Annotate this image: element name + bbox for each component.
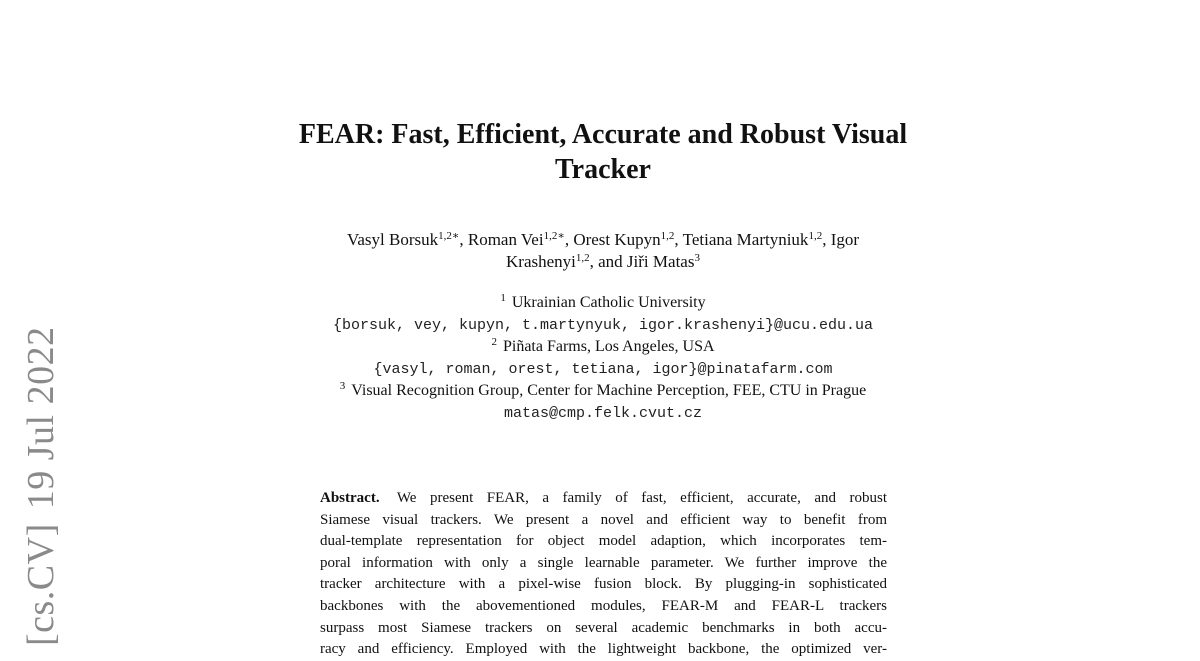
abstract-line — [320, 488, 887, 510]
affiliation-email: matas@cmp.felk.cvut.cz — [503, 405, 703, 422]
author-name: Roman Vei — [467, 230, 544, 249]
author-affiliation-mark: 1,2 — [808, 230, 823, 242]
author-affiliation-mark: 3 — [694, 252, 700, 264]
arxiv-date: 19 Jul 2022 — [20, 326, 62, 510]
abstract-label: Abstract. — [320, 490, 380, 506]
author-separator: , and Jiři Matas — [589, 252, 695, 271]
abstract-line: Siamese visual trackers. We present a novel and efficient way to benefit from — [320, 511, 887, 528]
author-name: Krashenyi — [506, 252, 576, 271]
paper-title — [250, 117, 956, 187]
author-name: Tetiana Martyniuk — [682, 230, 809, 249]
abstract-line: poral information with only a single learnable parameter. We further improve the — [320, 554, 887, 571]
abstract-text: We present FEAR, a family of fast, efficient, accurate, and robust — [396, 490, 887, 506]
author-affiliation-mark: 1,2 — [660, 230, 675, 242]
affiliation-1 — [250, 292, 956, 337]
author-separator: , — [674, 230, 683, 249]
abstract-line: tracker architecture with a pixel-wise fusion block. By plugging-in sophisticated — [320, 576, 887, 593]
abstract-line: backbones with the abovementioned modules, FEAR-M and FEAR-L trackers — [320, 597, 887, 614]
arxiv-category: [cs.CV] — [20, 523, 62, 646]
affiliation-email: {vasyl, roman, orest, tetiana, igor}@pinatafarm.com — [373, 361, 833, 378]
affiliation-number: 3 — [339, 380, 346, 392]
author-separator: , — [564, 230, 574, 249]
author-name: Orest Kupyn — [573, 230, 661, 249]
affiliation-name: Piñata Farms, Los Angeles, USA — [502, 338, 715, 355]
author-affiliation-mark: 1,2 — [575, 252, 590, 264]
abstract — [320, 488, 887, 661]
author-affiliation-mark: 1,2∗ — [438, 230, 460, 242]
affiliation-name: Visual Recognition Group, Center for Machine Perception, FEE, CTU in Prague — [351, 382, 867, 399]
affiliation-3 — [250, 380, 956, 425]
affiliation-number: 2 — [491, 336, 497, 348]
arxiv-side-stamp — [22, 312, 60, 646]
author-separator: , — [459, 230, 468, 249]
author-name: Vasyl Borsuk — [346, 230, 439, 249]
author-affiliation-mark: 1,2∗ — [543, 230, 565, 242]
affiliation-number: 1 — [500, 292, 506, 304]
author-separator: , Igor — [822, 230, 860, 249]
affiliation-2 — [250, 336, 956, 381]
author-list — [250, 229, 956, 273]
abstract-line: racy and efficiency. Employed with the lightweight backbone, the optimized ver- — [320, 641, 887, 658]
paper-title-line-2: Tracker — [555, 154, 651, 185]
abstract-line: dual-template representation for object model adaption, which incorporates tem- — [320, 533, 887, 550]
paper-title-line-1: FEAR: Fast, Efficient, Accurate and Robust Visual — [298, 119, 908, 150]
abstract-line: surpass most Siamese trackers on several academic benchmarks in both accu- — [320, 619, 887, 636]
affiliation-email: {borsuk, vey, kupyn, t.martynyuk, igor.krashenyi}@ucu.edu.ua — [332, 317, 874, 334]
affiliation-name: Ukrainian Catholic University — [511, 294, 706, 311]
